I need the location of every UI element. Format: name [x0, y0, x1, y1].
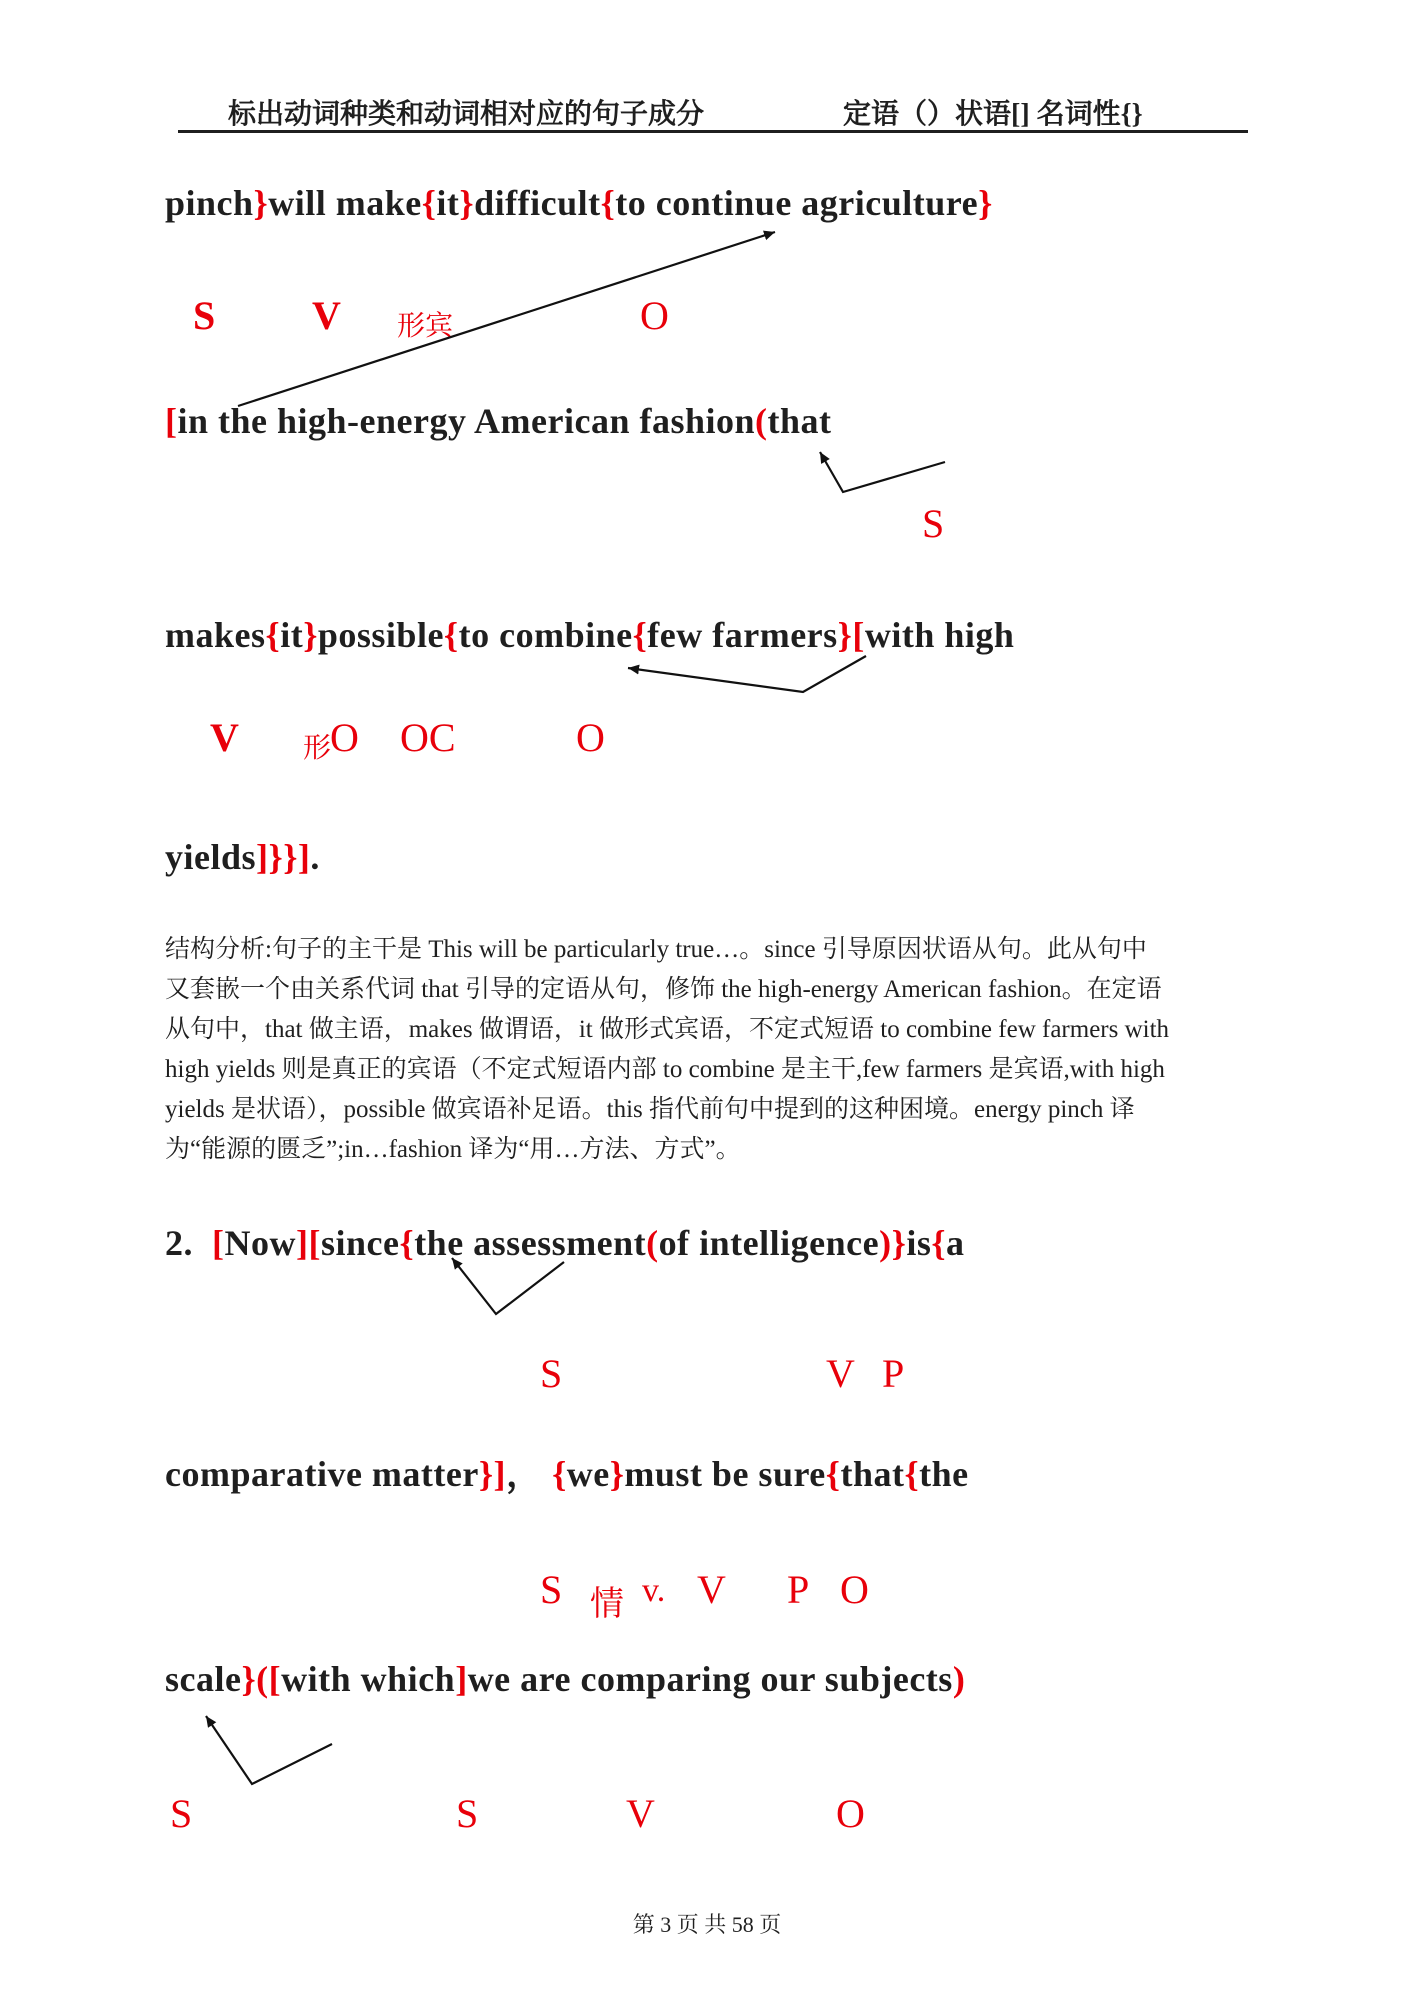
analysis-line: high yields 则是真正的宾语（不定式短语内部 to combine 是主干,few farmers 是宾语,with high: [165, 1056, 1165, 1083]
arrow-that-to-fashion: [820, 452, 945, 492]
header-rule: [178, 130, 1248, 133]
label-predicative-p: P: [882, 1351, 905, 1396]
sentence2-line3: scale}([with which]we are comparing our subjects): [165, 1659, 966, 1699]
analysis-line: yields 是状语），possible 做宾语补足语。this 指代前句中提到的这种困境。energy pinch 译: [165, 1096, 1135, 1123]
label-object-o: O: [576, 715, 605, 760]
label-modal-v: v.: [642, 1572, 666, 1609]
label-object-o: O: [836, 1791, 865, 1836]
analysis-line: 从句中，that 做主语，makes 做谓语，it 做形式宾语，不定式短语 to combine few farmers with: [165, 1016, 1170, 1043]
label-modal-qing: 情: [590, 1586, 624, 1623]
label-object-o: O: [640, 293, 669, 338]
label-xing: 形: [303, 733, 332, 764]
analysis-line: 为“能源的匮乏”;in…fashion 译为“用…方法、方式”。: [165, 1136, 741, 1163]
label-verb-v: V: [210, 715, 239, 760]
sentence1-line3: makes{it}possible{to combine{few farmers}[with high: [165, 615, 1015, 655]
label-subject-s: S: [540, 1567, 563, 1612]
label-predicative-p: P: [787, 1567, 810, 1612]
sentence1-line4: yields]}}].: [165, 837, 320, 877]
sentence1-line2: [in the high-energy American fashion(that: [165, 401, 832, 441]
sentence2-line1: 2. [Now][since{the assessment(of intelligence)}is{a: [165, 1223, 965, 1263]
header-right-legend: 定语（）状语[] 名词性{}: [843, 99, 1143, 130]
label-subject-s: S: [170, 1791, 193, 1836]
label-object-o: O: [330, 715, 359, 760]
arrow-with-to-combine: [628, 656, 866, 692]
label-object-o: O: [840, 1567, 869, 1612]
header-left-title: 标出动词种类和动词相对应的句子成分: [228, 99, 705, 130]
label-subject-s: S: [456, 1791, 479, 1836]
label-verb-v: V: [826, 1351, 855, 1396]
label-verb-v: V: [626, 1791, 655, 1836]
analysis-line: 又套嵌一个由关系代词 that 引导的定语从句，修饰 the high-energy American fashion。在定语: [165, 976, 1162, 1003]
label-subject-s: S: [193, 293, 216, 338]
label-subject-s: S: [540, 1351, 563, 1396]
label-object-complement-oc: OC: [400, 715, 456, 760]
arrow-which-to-scale: [206, 1716, 332, 1784]
label-xingbin: 形宾: [397, 311, 454, 342]
structure-analysis-paragraph: [165, 930, 1255, 1170]
sentence1-line1: pinch}will make{it}difficult{to continue agriculture}: [165, 183, 993, 223]
sentence2-line2: comparative matter}]， {we}must be sure{that{the: [165, 1454, 969, 1494]
label-verb-v: V: [312, 293, 341, 338]
page-number-footer: 第 3 页 共 58 页: [632, 1912, 782, 1937]
arrow-since-to-assessment: [452, 1258, 564, 1314]
label-verb-v: V: [697, 1567, 726, 1612]
analysis-line: 结构分析:句子的主干是 This will be particularly true…。since 引导原因状语从句。此从句中: [165, 936, 1147, 963]
label-clause-subject-s: S: [922, 501, 945, 546]
